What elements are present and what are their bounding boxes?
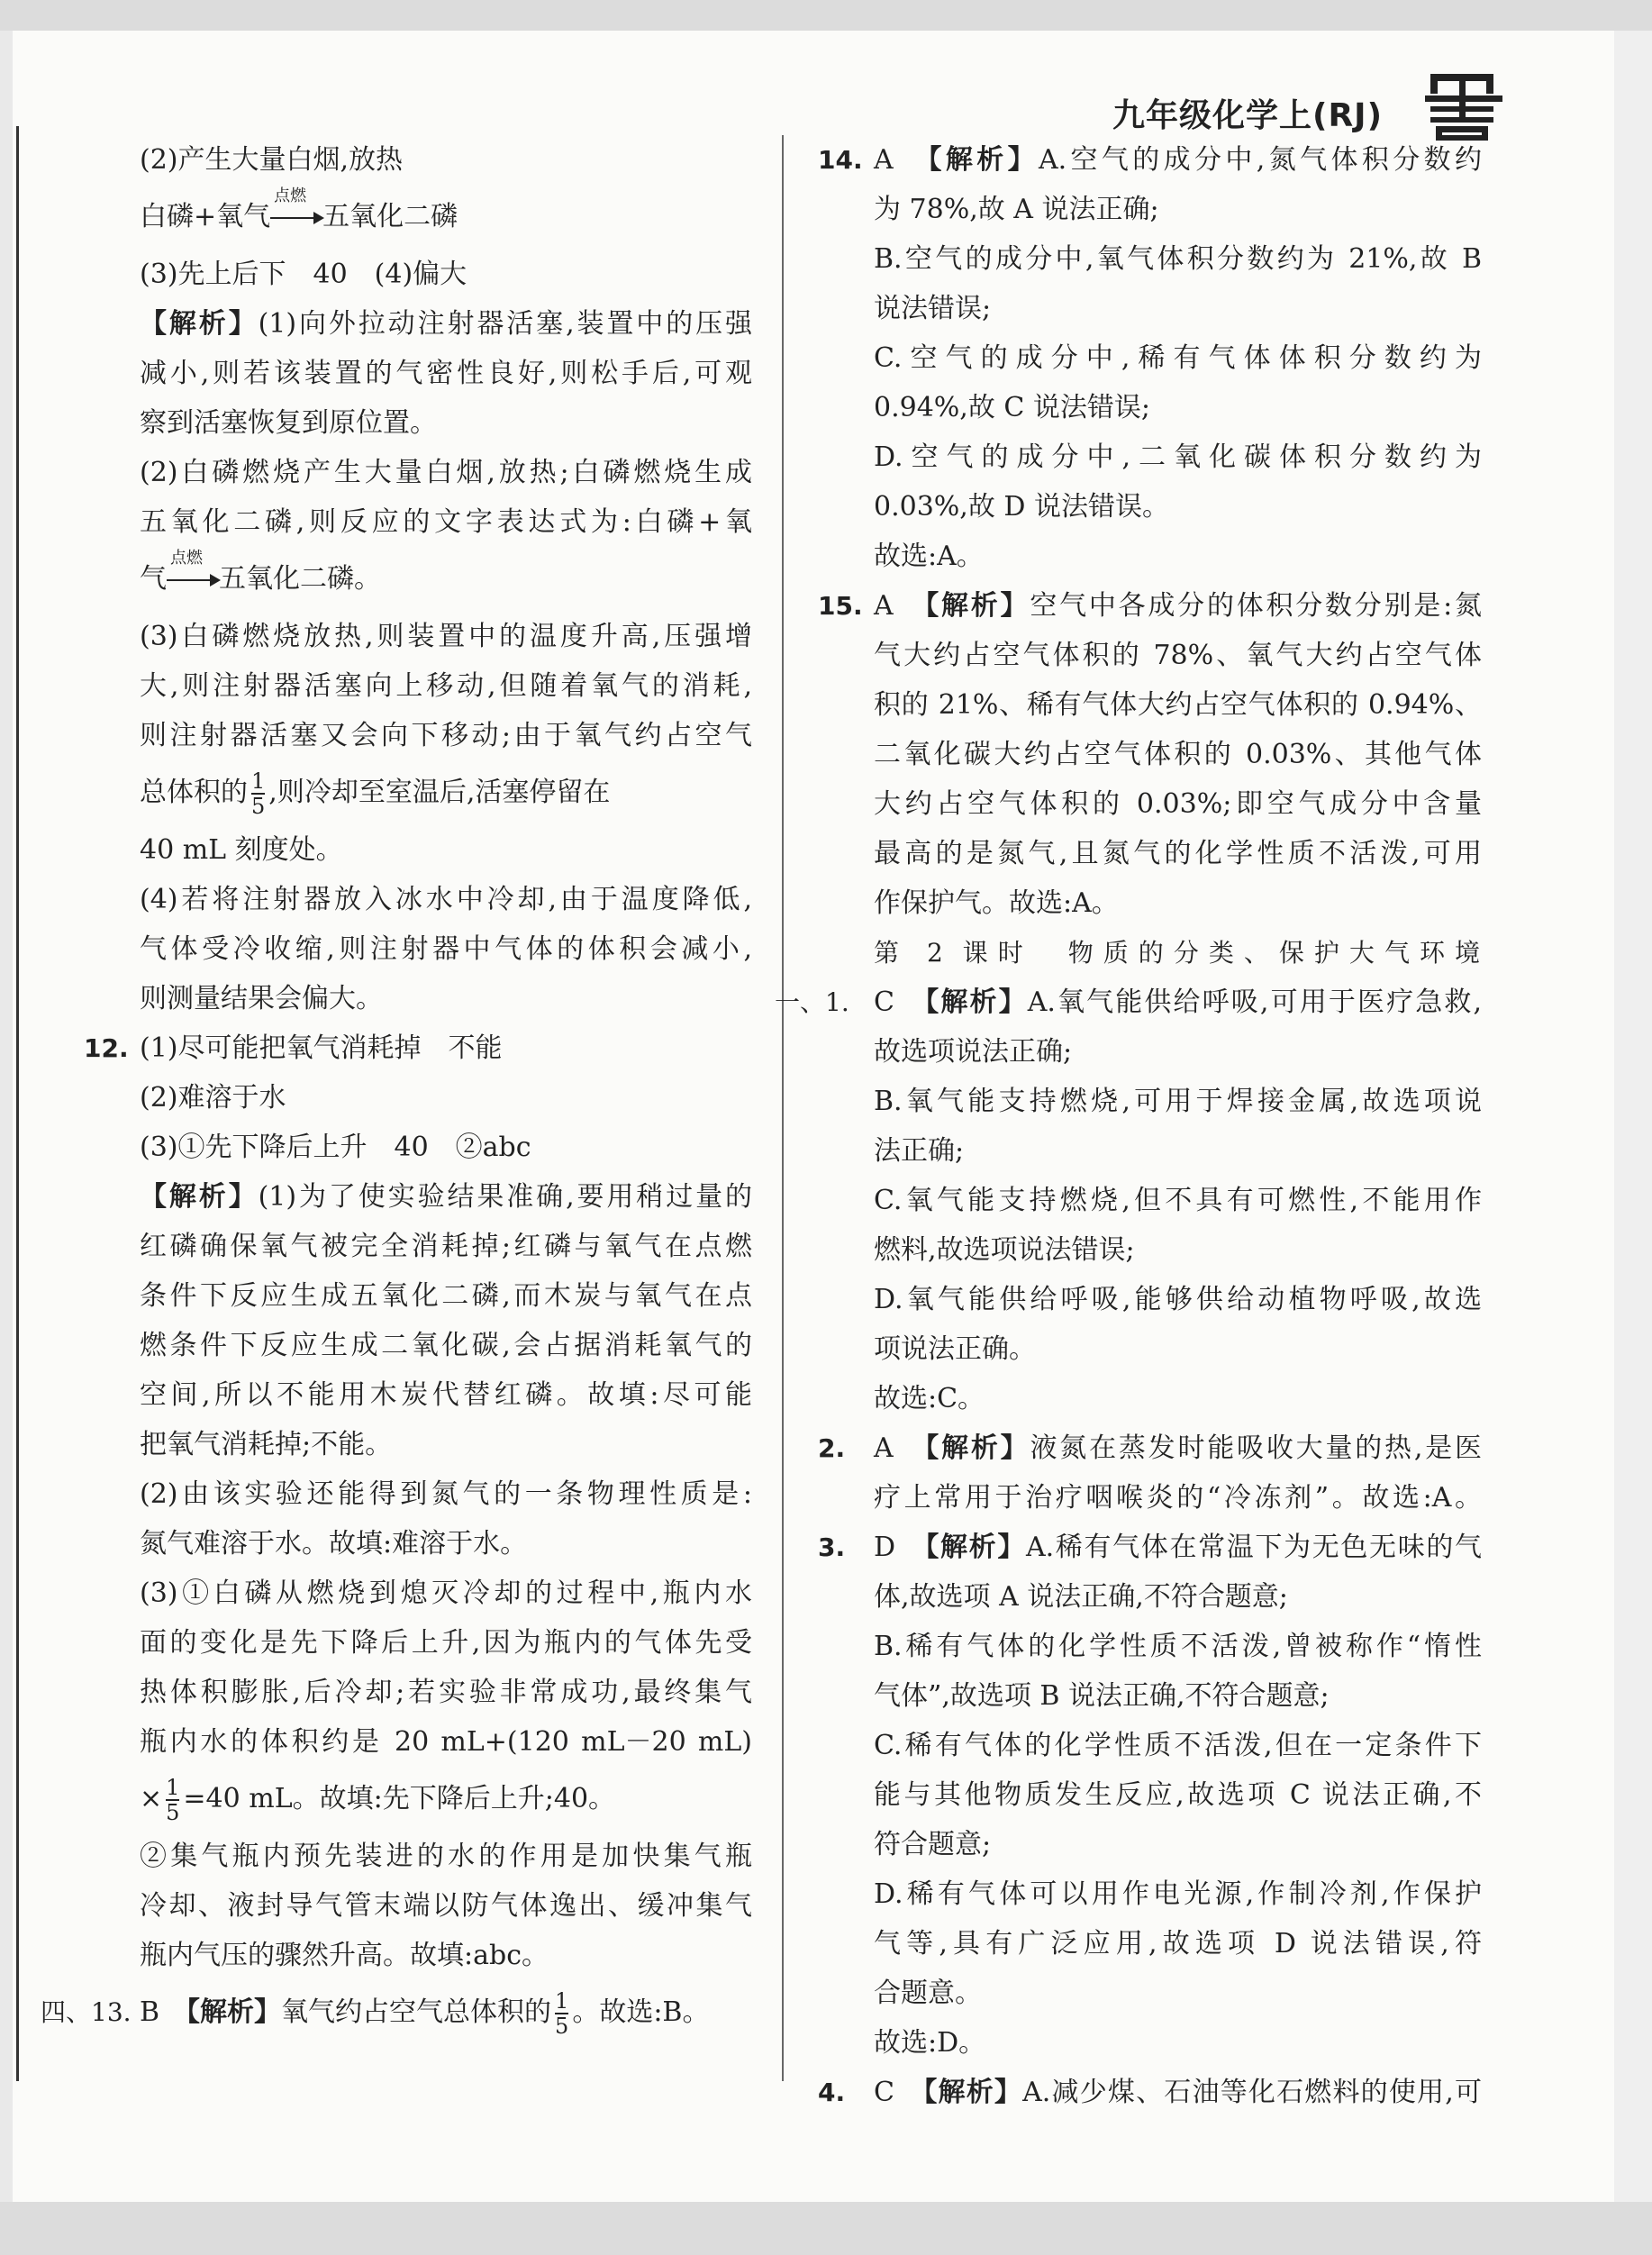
question-number: 四、13.	[41, 1997, 132, 2027]
analysis-label: 【解析】	[925, 987, 1028, 1018]
text-line: D.空气的成分中,二氧化碳体积分数约为	[874, 441, 1482, 473]
text-line: 则注射器活塞又会向下移动;由于氧气约占空气	[140, 720, 752, 751]
text-line: (3)①白磷从燃烧到熄灭冷却的过程中,瓶内水	[140, 1578, 752, 1609]
left-margin-rule	[16, 126, 19, 2081]
text-line: (2)白磷燃烧产生大量白烟,放热;白磷燃烧生成	[140, 457, 752, 488]
question-number: 2.	[818, 1433, 846, 1463]
text-line: × $\frac{1}{5}$ =40 mL。故填:先下降后上升;40。	[140, 1775, 616, 1825]
question-number: 4.	[818, 2078, 846, 2107]
text-line: 气体受冷收缩,则注射器中气体的体积会减小,	[140, 933, 752, 965]
section-subheading: 第 2 课时 物质的分类、保护大气环境	[874, 938, 1482, 968]
analysis-label: 【解析】	[140, 1181, 259, 1213]
text-line: (2)产生大量白烟,放热	[140, 144, 404, 176]
question-2: 2. A 【解析】液氮在蒸发时能吸收大量的热,是医	[874, 1423, 1482, 1473]
text-line: 为 78%,故 A 说法正确;	[874, 194, 1159, 225]
text-line: (3)白磷燃烧放热,则装置中的温度升高,压强增	[140, 621, 752, 652]
text-line: 则测量结果会偏大。	[140, 983, 383, 1014]
text-line: D.稀有气体可以用作电光源,作制冷剂,作保护	[874, 1878, 1482, 1910]
equation-line: 气 点燃 五氧化二磷。	[140, 549, 381, 595]
left-column	[41, 135, 752, 2045]
text-line: (2)由该实验还能得到氮气的一条物理性质是:	[140, 1478, 752, 1510]
text-line: 体,故选项 A 说法正确,不符合题意;	[874, 1581, 1288, 1613]
text-line: 红磷确保氧气被完全消耗掉;红磷与氧气在点燃	[140, 1231, 752, 1262]
fraction: $\frac{1}{5}$	[555, 1988, 569, 2039]
text-line: (3)①先下降后上升 40 ②abc	[140, 1132, 531, 1163]
text-line: 说法错误;	[874, 293, 992, 324]
text-line: 大约占空气体积的 0.03%;即空气成分中含量	[874, 788, 1482, 820]
question-number: 一、1.	[775, 987, 849, 1017]
text-line: (2)难溶于水	[140, 1082, 286, 1114]
analysis-label: 【解析】	[923, 2077, 1023, 2108]
text-line: B.氧气能支持燃烧,可用于焊接金属,故选项说	[874, 1086, 1482, 1117]
question-14: 14. A 【解析】A.空气的成分中,氮气体积分数约	[874, 135, 1482, 185]
column-divider	[782, 135, 784, 2081]
text-line: 热体积膨胀,后冷却;若实验非常成功,最终集气	[140, 1677, 752, 1708]
text-line: 故选项说法正确;	[874, 1036, 1073, 1068]
text-line: (3)先上后下 40 (4)偏大	[140, 259, 467, 290]
text-line: C.氧气能支持燃烧,但不具有可燃性,不能用作	[874, 1185, 1482, 1216]
text-line: 空间,所以不能用木炭代替红磷。故填:尽可能	[140, 1379, 752, 1411]
text-line: C.空气的成分中,稀有气体体积分数约为	[874, 342, 1482, 374]
equation-line	[140, 185, 752, 250]
text-line: 故选:D。	[874, 2027, 986, 2059]
right-column	[775, 135, 1483, 2117]
analysis-label: 【解析】	[186, 1996, 282, 2028]
reactants: 白磷+氧气	[140, 201, 271, 232]
text-line: 法正确;	[874, 1135, 965, 1167]
text-line: 燃条件下反应生成二氧化碳,会占据消耗氧气的	[140, 1330, 752, 1361]
text-line: C.稀有气体的化学性质不活泼,但在一定条件下	[874, 1730, 1482, 1761]
question-15: 15. A 【解析】空气中各成分的体积分数分别是:氮	[874, 581, 1482, 631]
text-line: 疗上常用于治疗咽喉炎的“冷冻剂”。故选:A。	[874, 1482, 1482, 1514]
text-line: 二氧化碳大约占空气体积的 0.03%、其他气体	[874, 739, 1482, 770]
page-edge	[1614, 31, 1652, 2202]
text-line: 符合题意;	[874, 1829, 992, 1860]
fraction: $\frac{1}{5}$	[251, 768, 266, 819]
text-line: 作保护气。故选:A。	[874, 887, 1119, 919]
text-line: 氮气难溶于水。故填:难溶于水。	[140, 1528, 528, 1559]
scan-bottom-margin	[0, 2202, 1652, 2255]
text-line: 项说法正确。	[874, 1333, 1036, 1365]
text-line: 条件下反应生成五氧化二磷,而木炭与氧气在点	[140, 1280, 752, 1312]
reaction-arrow	[167, 549, 219, 589]
text-line: 0.94%,故 C 说法错误;	[874, 392, 1150, 423]
question-12: 12. (1)尽可能把氧气消耗掉 不能	[140, 1023, 752, 1073]
analysis-label: 【解析】	[925, 1432, 1030, 1464]
question-4: 4. C 【解析】A.减少煤、石油等化石燃料的使用,可	[874, 2068, 1482, 2117]
text-line: D.氧气能供给呼吸,能够供给动植物呼吸,故选	[874, 1284, 1482, 1315]
text-line: 气大约占空气体积的 78%、氧气大约占空气体	[874, 640, 1482, 671]
analysis-label: 【解析】	[140, 308, 259, 340]
text-line: 总体积的 $\frac{1}{5}$ ,则冷却至室温后,活塞停留在	[140, 768, 611, 819]
text-line: 能与其他物质发生反应,故选项 C 说法正确,不	[874, 1779, 1482, 1811]
text-line: 故选:C。	[874, 1383, 985, 1414]
book-logo-icon	[1423, 70, 1504, 142]
text-line: 【解析】(1)为了使实验结果准确,要用稍过量的	[140, 1181, 752, 1213]
question-number: 14.	[818, 145, 863, 175]
text-line: 瓶内水的体积约是 20 mL+(120 mL－20 mL)	[140, 1726, 752, 1758]
text-line: 0.03%,故 D 说法错误。	[874, 491, 1169, 523]
scan-top-margin	[0, 0, 1652, 31]
reaction-arrow	[270, 186, 322, 227]
header-title: 九年级化学上(RJ)	[1112, 97, 1384, 134]
reaction-condition: 点燃	[170, 549, 203, 568]
text-line: 最高的是氮气,且氮气的化学性质不活泼,可用	[874, 838, 1482, 869]
text-line: 故选:A。	[874, 541, 984, 572]
text-line: 冷却、液封导气管末端以防气体逸出、缓冲集气	[140, 1890, 752, 1922]
fraction: $\frac{1}{5}$	[166, 1775, 180, 1825]
text-line: 五氧化二磷,则反应的文字表达式为:白磷+氧	[140, 506, 752, 538]
text-line: B.稀有气体的化学性质不活泼,曾被称作“惰性	[874, 1631, 1482, 1662]
text-line: 大,则注射器活塞向上移动,但随着氧气的消耗,	[140, 670, 752, 702]
text-line: (4)若将注射器放入冰水中冷却,由于温度降低,	[140, 884, 752, 915]
text-line: 气体”,故选项 B 说法正确,不符合题意;	[874, 1680, 1330, 1712]
products: 五氧化二磷	[322, 201, 458, 232]
text-line: 40 mL 刻度处。	[140, 834, 343, 866]
question-13: 四、13. B 【解析】氧气约占空气总体积的 $\frac{1}{5}$ 。故选:B。	[140, 1980, 752, 2045]
question-number: 12.	[84, 1033, 129, 1063]
question-3: 3. D 【解析】A.稀有气体在常温下为无色无味的气	[874, 1523, 1482, 1572]
text-line: 面的变化是先下降后上升,因为瓶内的气体先受	[140, 1627, 752, 1659]
text-line: ②集气瓶内预先装进的水的作用是加快集气瓶	[140, 1841, 752, 1872]
text-line: 气等,具有广泛应用,故选项 D 说法错误,符	[874, 1928, 1482, 1959]
text-line: 察到活塞恢复到原位置。	[140, 407, 437, 439]
text-line: 把氧气消耗掉;不能。	[140, 1429, 393, 1460]
question-1: 一、1. C 【解析】A.氧气能供给呼吸,可用于医疗急救,	[874, 977, 1482, 1027]
text-line: 【解析】(1)向外拉动注射器活塞,装置中的压强	[140, 308, 752, 340]
question-number: 3.	[818, 1532, 846, 1562]
text-line: 积的 21%、稀有气体大约占空气体积的 0.94%、	[874, 689, 1482, 721]
question-number: 15.	[818, 591, 863, 621]
reaction-condition: 点燃	[274, 186, 307, 205]
text-line: B.空气的成分中,氧气体积分数约为 21%,故 B	[874, 243, 1482, 275]
text-line: 燃料,故选项说法错误;	[874, 1234, 1135, 1266]
analysis-label: 【解析】	[925, 1532, 1026, 1563]
analysis-label: 【解析】	[928, 144, 1039, 176]
text-line: 合题意。	[874, 1978, 982, 2009]
text-line: 瓶内气压的骤然升高。故填:abc。	[140, 1940, 549, 1971]
text-line: 减小,则若该装置的气密性良好,则松手后,可观	[140, 358, 752, 389]
analysis-label: 【解析】	[925, 590, 1030, 622]
